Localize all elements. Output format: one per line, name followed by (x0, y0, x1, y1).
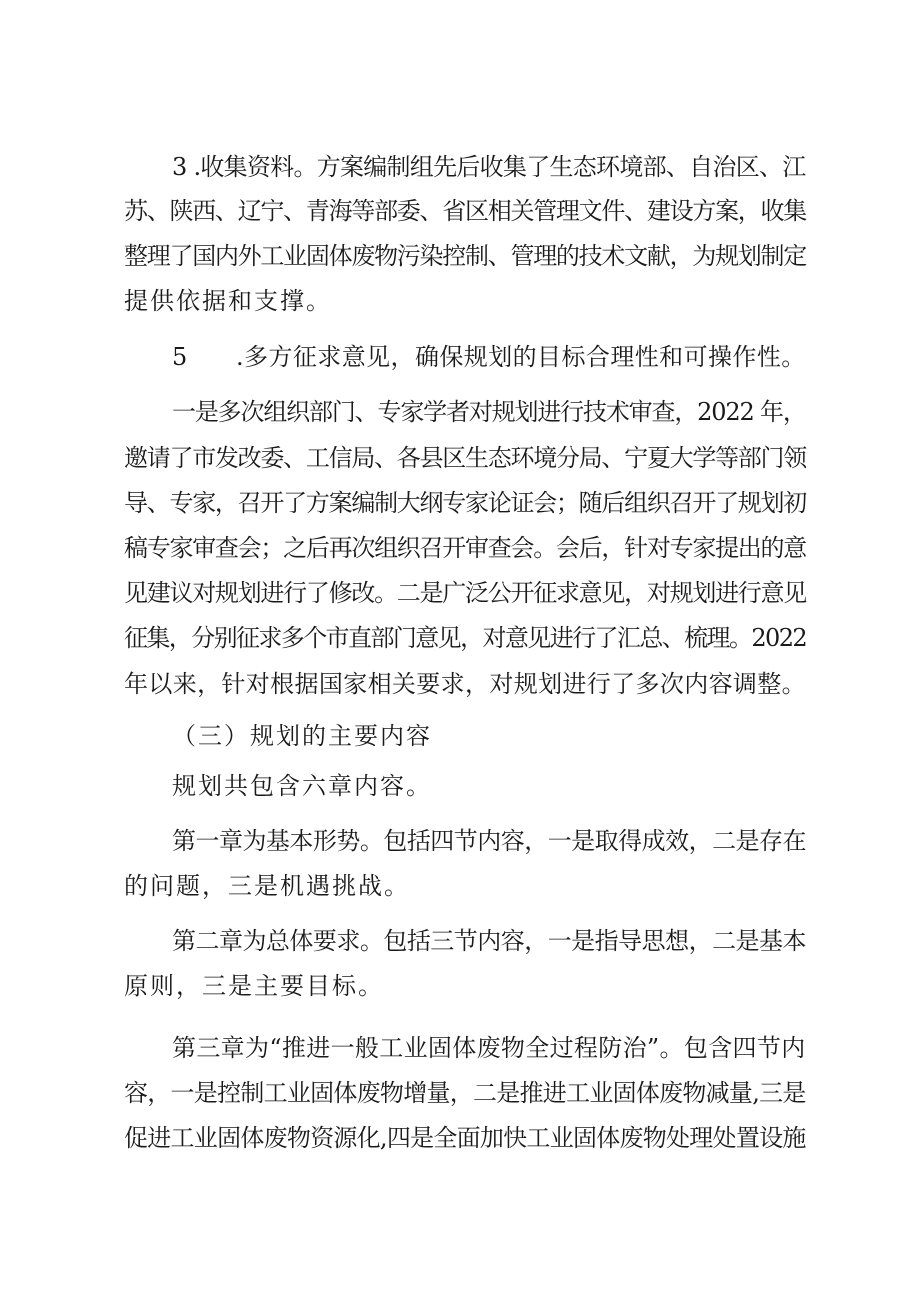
text-line: 苏、陕西、辽宁、青海等部委、省区相关管理文件、建设方案，收集 (124, 197, 806, 225)
text-line: 邀请了市发改委、工信局、各县区生态环境分局、宁夏大学等部门领 (124, 444, 806, 472)
text-line: 原则，三是主要目标。 (124, 972, 384, 1000)
text-line: 容，一是控制工业固体废物增量，二是推进工业固体废物减量,三是 (124, 1079, 806, 1107)
text-line: 一是多次组织部门、专家学者对规划进行技术审查，2022 年， (172, 398, 806, 426)
text-line: 稿专家审查会；之后再次组织召开审查会。会后，针对专家提出的意 (124, 534, 806, 562)
text-line: 征集，分别征求多个市直部门意见，对意见进行了汇总、梳理。2022 (124, 624, 807, 652)
text-line: 3 .收集资料。方案编制组先后收集了生态环境部、自治区、江 (172, 153, 806, 181)
text-line: 促进工业固体废物资源化,四是全面加快工业固体废物处理处置设施 (124, 1124, 806, 1152)
text-line: 5 .多方征求意见，确保规划的目标合理性和可操作性。 (172, 343, 806, 371)
text-line: 第二章为总体要求。包括三节内容，一是指导思想，二是基本 (172, 927, 806, 955)
text-line: 导、专家，召开了方案编制大纲专家论证会；随后组织召开了规划初 (124, 489, 806, 517)
text-line: 提供依据和支撑。 (124, 287, 332, 315)
text-line: 见建议对规划进行了修改。二是广泛公开征求意见，对规划进行意见 (124, 579, 806, 607)
text-line: 的问题，三是机遇挑战。 (124, 872, 410, 900)
text-line: 年以来，针对根据国家相关要求，对规划进行了多次内容调整。 (124, 670, 806, 698)
text-line: 整理了国内外工业固体废物污染控制、管理的技术文献，为规划制定 (124, 242, 806, 270)
text-line: 第三章为“推进一般工业固体废物全过程防治”。包含四节内 (172, 1034, 806, 1062)
heading-text: （三）规划的主要内容 (172, 722, 432, 750)
text-line: 第一章为基本形势。包括四节内容，一是取得成效，二是存在 (172, 827, 806, 855)
text-line: 规划共包含六章内容。 (172, 772, 432, 800)
